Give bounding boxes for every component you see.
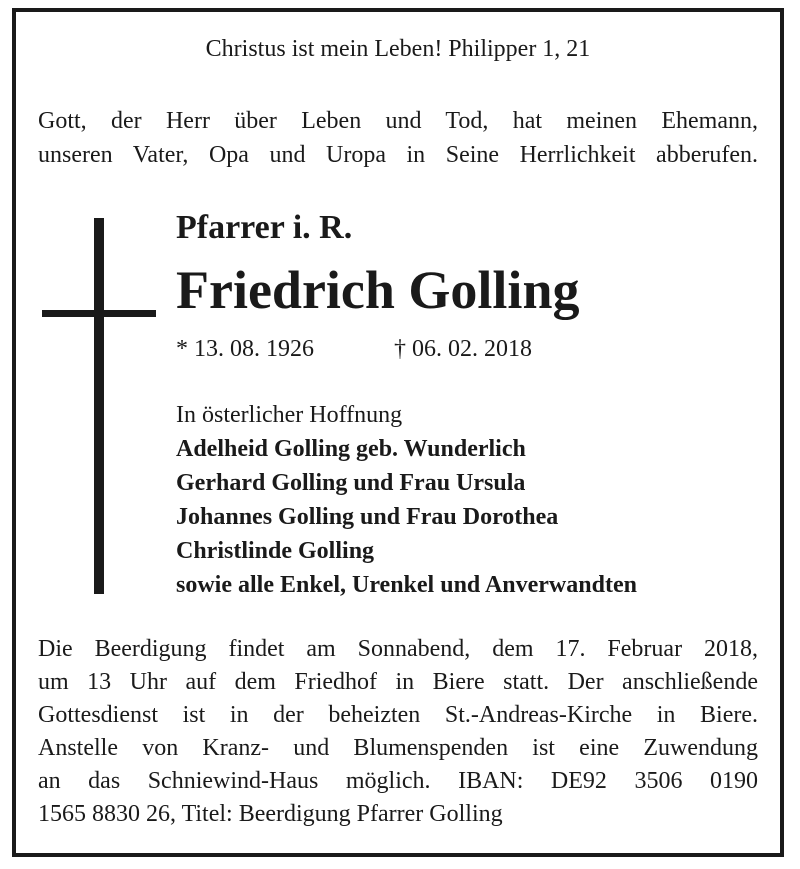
intro-line: Gott, der Herr über Leben und Tod, hat meinen Ehemann, — [38, 108, 758, 134]
mourner-name: sowie alle Enkel, Urenkel und Anverwandten — [176, 572, 637, 598]
life-dates — [176, 334, 532, 364]
mourner-name: Adelheid Golling geb. Wunderlich — [176, 436, 526, 462]
mourners-intro: In österlicher Hoffnung — [176, 402, 403, 428]
funeral-line: an das Schniewind-Haus möglich. IBAN: DE92 3506 0190 — [38, 768, 758, 794]
cross-icon — [94, 218, 104, 594]
deceased-title: Pfarrer i. R. — [176, 209, 353, 246]
funeral-line: Anstelle von Kranz- und Blumenspenden ist eine Zuwendung — [38, 735, 758, 761]
mourner-name: Gerhard Golling und Frau Ursula — [176, 470, 526, 496]
funeral-line: 1565 8830 26, Titel: Beerdigung Pfarrer Golling — [38, 801, 503, 827]
funeral-line: Gottesdienst ist in der beheizten St.-Andreas-Kirche in Biere. — [38, 702, 758, 728]
mourner-name: Christlinde Golling — [176, 538, 375, 564]
funeral-details — [38, 633, 758, 831]
mourner-name: Johannes Golling und Frau Dorothea — [176, 504, 559, 530]
birth-date: * 13. 08. 1926 — [176, 336, 314, 362]
mourners-list — [176, 398, 637, 602]
funeral-line: um 13 Uhr auf dem Friedhof in Biere statt. Der anschließende — [38, 669, 758, 695]
funeral-line: Die Beerdigung findet am Sonnabend, dem 17. Februar 2018, — [38, 636, 758, 662]
deceased-name: Friedrich Golling — [176, 260, 580, 320]
intro-text — [38, 104, 758, 172]
obituary-notice — [12, 8, 784, 857]
death-date: † 06. 02. 2018 — [394, 336, 532, 362]
intro-line: unseren Vater, Opa und Uropa in Seine Herrlichkeit abberufen. — [38, 142, 758, 168]
bible-verse: Christus ist mein Leben! Philipper 1, 21 — [205, 36, 591, 62]
cross-icon-bar — [42, 310, 156, 317]
